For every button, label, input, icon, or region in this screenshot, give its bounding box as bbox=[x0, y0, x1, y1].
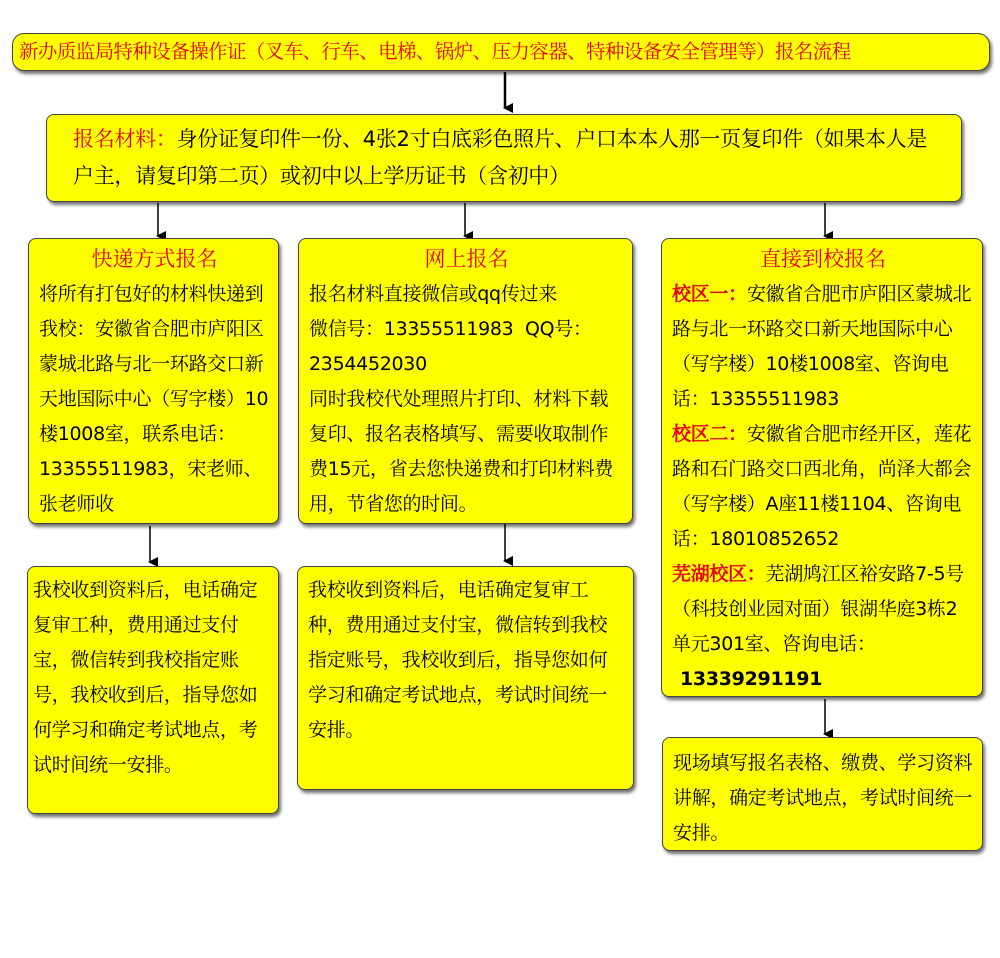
page-title: 新办质监局特种设备操作证（叉车、行车、电梯、锅炉、压力容器、特种设备安全管理等）报名流程 bbox=[19, 40, 851, 63]
online-heading: 网上报名 bbox=[424, 247, 509, 271]
campus1-text: 安徽省合肥市庐阳区蒙城北路与北一环路交口新天地国际中心（写字楼）10楼1008室、咨询电话：13355511983 bbox=[672, 283, 972, 410]
campus2-text: 安徽省合肥市经开区，莲花路和石门路交口西北角，尚泽大都会（写字楼）A座11楼1104、咨询电话：18010852652 bbox=[672, 423, 972, 550]
materials-label: 报名材料： bbox=[73, 127, 177, 151]
campus2 bbox=[672, 417, 974, 557]
campus2-label: 校区二： bbox=[672, 423, 747, 445]
online-box bbox=[298, 238, 633, 524]
campus1-label: 校区一： bbox=[672, 283, 747, 305]
express-heading: 快递方式报名 bbox=[91, 247, 218, 271]
online-line1: 报名材料直接微信或qq传过来 bbox=[309, 283, 557, 305]
direct-box bbox=[661, 238, 983, 697]
direct-followup-box bbox=[662, 737, 983, 851]
express-body: 将所有打包好的材料快递到我校：安徽省合肥市庐阳区蒙城北路与北一环路交口新天地国际中心（写字楼）10楼1008室，联系电话：13355511983，宋老师、张老师收 bbox=[39, 283, 269, 515]
materials-paragraph bbox=[73, 121, 941, 195]
express-box bbox=[28, 238, 279, 524]
express-followup-box bbox=[27, 566, 279, 814]
campus3-label: 芜湖校区： bbox=[672, 563, 766, 585]
campus1 bbox=[672, 277, 974, 417]
online-followup-text: 我校收到资料后，电话确定复审工种，费用通过支付宝，微信转到我校指定账号，我校收到后，指导您如何学习和确定考试地点，考试时间统一安排。 bbox=[308, 579, 608, 741]
campus3-phone: 13339291191 bbox=[680, 668, 823, 690]
title-box bbox=[12, 33, 990, 71]
materials-box bbox=[46, 114, 962, 202]
online-followup-box bbox=[297, 566, 634, 790]
campus3 bbox=[672, 557, 974, 662]
direct-heading: 直接到校报名 bbox=[760, 247, 886, 271]
direct-followup-text: 现场填写报名表格、缴费、学习资料讲解，确定考试地点，考试时间统一安排。 bbox=[673, 752, 973, 844]
online-line2: 微信号：13355511983 QQ号：2354452030 bbox=[309, 318, 592, 375]
materials-text: 身份证复印件一份、4张2寸白底彩色照片、户口本本人那一页复印件（如果本人是户主，请复印第二页）或初中以上学历证书（含初中） bbox=[73, 127, 928, 188]
online-line3: 同时我校代处理照片打印、材料下载复印、报名表格填写、需要收取制作费15元，省去您快递费和打印材料费用，节省您的时间。 bbox=[309, 388, 614, 515]
express-followup-text: 我校收到资料后，电话确定复审工种，费用通过支付宝，微信转到我校指定账号，我校收到后，指导您如何学习和确定考试地点，考试时间统一安排。 bbox=[33, 579, 258, 776]
campus3-text: 芜湖鸠江区裕安路7-5号（科技创业园对面）银湖华庭3栋2单元301室、咨询电话： bbox=[672, 563, 964, 655]
